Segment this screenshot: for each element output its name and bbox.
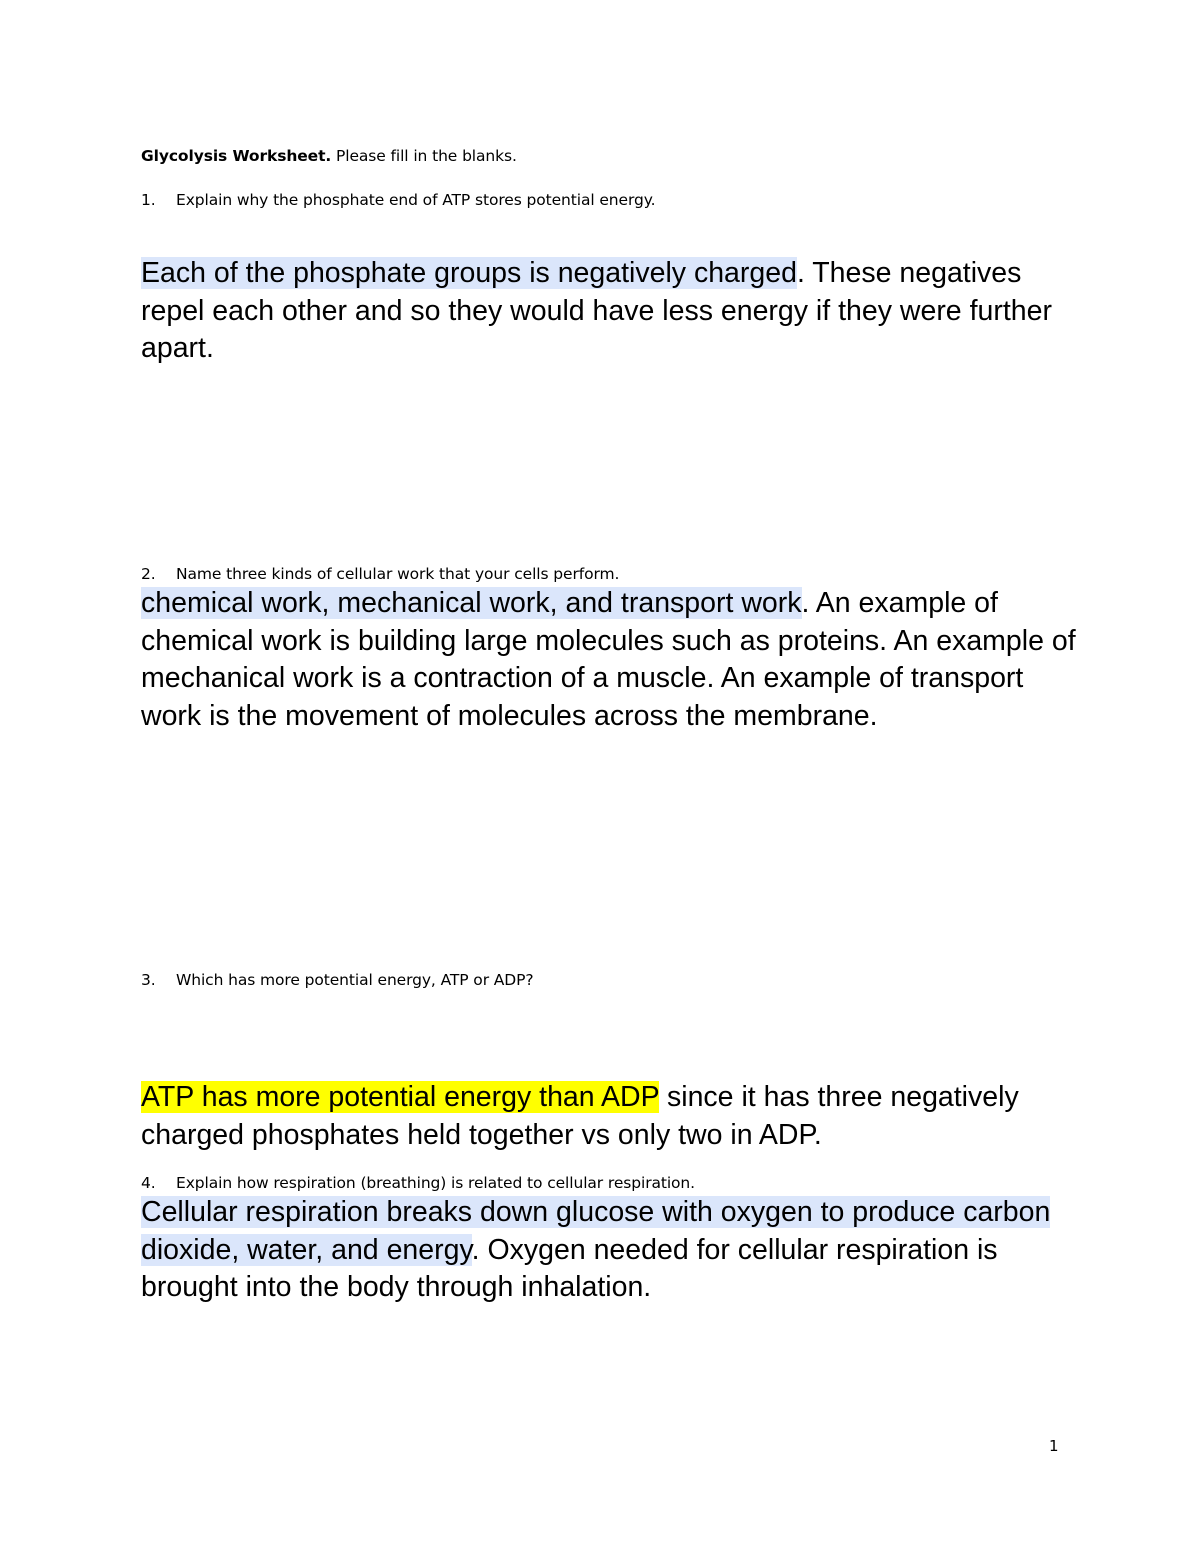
answer-4-text: . Oxygen needed for cellular respiration is brought into the body through inhalation. — [141, 1233, 998, 1303]
question-1-number: 1. — [141, 191, 156, 209]
question-2-text: Name three kinds of cellular work that your cells perform. — [176, 565, 620, 583]
answer-2-text: . An example of chemical work is building large molecules such as proteins. An example of mechanical work is a contraction of a muscle. An example of transport work is the movement of molecules across the membrane. — [141, 587, 1076, 732]
question-4-number: 4. — [141, 1174, 156, 1192]
answer-4-highlight: Cellular respiration breaks down glucose with oxygen to produce carbon dioxide, water, and energy — [141, 1196, 1051, 1266]
question-2 — [141, 564, 619, 584]
question-4-text: Explain how respiration (breathing) is related to cellular respiration. — [176, 1174, 695, 1192]
question-4 — [141, 1173, 695, 1193]
question-3-text: Which has more potential energy, ATP or ADP? — [176, 971, 534, 989]
title-instruction: Please fill in the blanks. — [331, 147, 517, 165]
answer-1-text: . These negatives repel each other and so they would have less energy if they were further apart. — [141, 257, 1052, 364]
answer-3-highlight: ATP has more potential energy than ADP — [141, 1081, 660, 1113]
answer-2 — [141, 585, 1081, 735]
page-number: 1 — [1049, 1437, 1059, 1455]
answer-2-highlight: chemical work, mechanical work, and transport work — [141, 587, 802, 619]
question-3-number: 3. — [141, 971, 156, 989]
question-1-text: Explain why the phosphate end of ATP stores potential energy. — [176, 191, 656, 209]
question-3 — [141, 970, 534, 990]
worksheet-title — [141, 146, 517, 166]
answer-4 — [141, 1194, 1081, 1307]
answer-3 — [141, 1079, 1081, 1154]
answer-1 — [141, 255, 1081, 368]
answer-1-highlight: Each of the phosphate groups is negatively charged — [141, 257, 797, 289]
question-1 — [141, 190, 655, 210]
question-2-number: 2. — [141, 565, 156, 583]
title-bold: Glycolysis Worksheet. — [141, 147, 332, 165]
answer-3-text: since it has three negatively charged phosphates held together vs only two in ADP. — [141, 1081, 1019, 1151]
